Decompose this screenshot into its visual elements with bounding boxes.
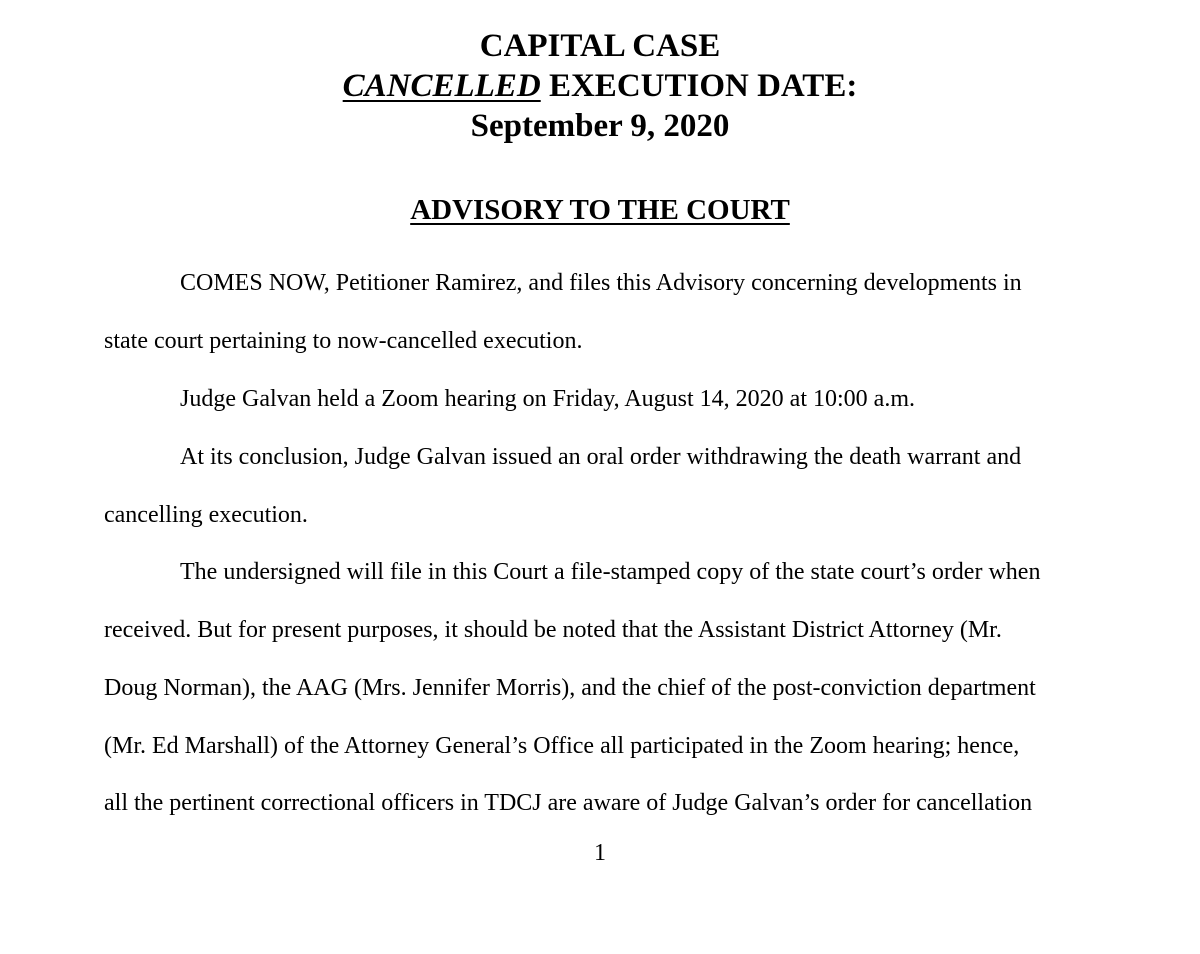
paragraph-3-line-2: cancelling execution. <box>104 502 308 528</box>
paragraph-4-line-1: The undersigned will file in this Court a file-stamped copy of the state court’s order when <box>180 559 1041 585</box>
paragraph-1-line-1: COMES NOW, Petitioner Ramirez, and files this Advisory concerning developments in <box>180 270 1022 296</box>
paragraph-4-line-2: received. But for present purposes, it should be noted that the Assistant District Attorney (Mr. <box>104 617 1002 643</box>
page-number: 1 <box>594 840 606 866</box>
cancelled-emphasis: CANCELLED <box>342 68 541 104</box>
caption-line-execution-date <box>0 66 1200 106</box>
paragraph-1-line-2: state court pertaining to now-cancelled execution. <box>104 328 583 354</box>
paragraph-4-line-5: all the pertinent correctional officers in TDCJ are aware of Judge Galvan’s order for cancellation <box>104 790 1033 816</box>
paragraph-2-line-1: Judge Galvan held a Zoom hearing on Friday, August 14, 2020 at 10:00 a.m. <box>180 386 915 412</box>
paragraph-4-line-3: Doug Norman), the AAG (Mrs. Jennifer Morris), and the chief of the post-conviction department <box>104 675 1036 701</box>
paragraph-3-line-1: At its conclusion, Judge Galvan issued an oral order withdrawing the death warrant and <box>180 444 1022 470</box>
heading-text: ADVISORY TO THE COURT <box>410 194 790 226</box>
caption-line-capital-case: CAPITAL CASE <box>479 28 721 64</box>
execution-date-label: EXECUTION DATE: <box>540 68 858 104</box>
case-caption <box>0 26 1200 146</box>
paragraph-4-line-4: (Mr. Ed Marshall) of the Attorney General’s Office all participated in the Zoom hearing; hence, <box>104 733 1020 759</box>
caption-line-date: September 9, 2020 <box>470 108 730 144</box>
document-heading <box>0 192 1200 228</box>
